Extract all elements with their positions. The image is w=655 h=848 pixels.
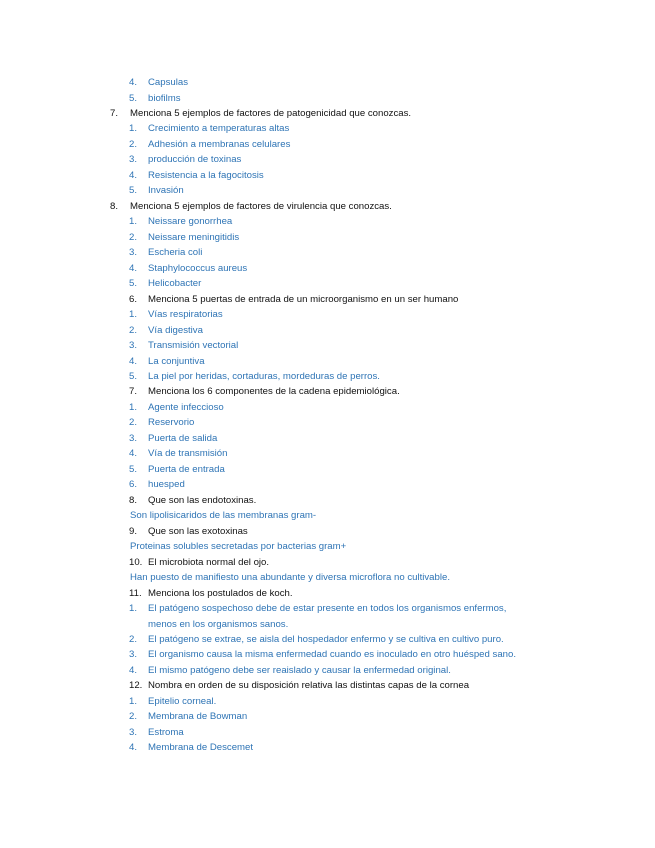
list-number: 6.: [129, 293, 138, 305]
list-number: 8.: [110, 200, 119, 212]
list-number: 1.: [129, 216, 138, 228]
answer-text: huesped: [148, 479, 185, 491]
answer-text: Invasión: [148, 185, 184, 197]
answer-text: La piel por heridas, cortaduras, mordeduras de perros.: [148, 370, 380, 382]
answer-text: El mismo patógeno debe ser reaislado y causar la enfermedad original.: [148, 664, 451, 676]
list-number: 3.: [129, 432, 138, 444]
list-number: 4.: [129, 664, 138, 676]
list-number: 6.: [129, 479, 138, 491]
answer-text: Vía de transmisión: [148, 448, 228, 460]
answer-text: menos en los organismos sanos.: [148, 618, 289, 630]
list-number: 5.: [129, 278, 138, 290]
list-number: 4.: [129, 742, 138, 754]
answer-text: Capsulas: [148, 77, 188, 88]
answer-text: Resistencia a la fagocitosis: [148, 169, 264, 181]
answer-text: Escheria coli: [148, 247, 203, 259]
question-text: Menciona 5 ejemplos de factores de virulencia que conozcas.: [130, 200, 392, 212]
answer-text: Neissare gonorrhea: [148, 216, 233, 228]
list-number: 4.: [129, 355, 138, 367]
answer-text: Estroma: [148, 726, 184, 738]
list-number: 3.: [129, 247, 138, 259]
answer-text: Proteinas solubles secretadas por bacterias gram+: [130, 541, 347, 553]
list-number: 9.: [129, 525, 138, 537]
list-number: 4.: [129, 448, 138, 460]
answer-text: Transmisión vectorial: [148, 340, 239, 351]
answer-text: El patógeno se extrae, se aisla del hospedador enfermo y se cultiva en cultivo puro.: [148, 633, 504, 645]
answer-text: Membrana de Descemet: [148, 742, 254, 754]
list-number: 2.: [129, 711, 138, 723]
question-text: Menciona 5 ejemplos de factores de patogenicidad que conozcas.: [130, 107, 412, 119]
question-text: Nombra en orden de su disposición relativa las distintas capas de la cornea: [148, 680, 470, 692]
list-number: 1.: [129, 309, 138, 321]
list-number: 4.: [129, 169, 138, 181]
list-number: 3.: [129, 649, 138, 661]
question-text: El microbiota normal del ojo.: [148, 556, 270, 568]
answer-text: Neissare meningitidis: [148, 231, 240, 243]
list-number: 12.: [129, 680, 143, 692]
list-number: 2.: [129, 633, 138, 645]
list-number: 7.: [110, 107, 119, 119]
question-text: Menciona los postulados de koch.: [148, 587, 293, 599]
answer-text: Adhesión a membranas celulares: [148, 138, 291, 150]
list-number: 5.: [129, 185, 138, 197]
list-number: 7.: [129, 386, 138, 398]
answer-text: El organismo causa la misma enfermedad cuando es inoculado en otro huésped sano.: [148, 649, 516, 661]
list-number: 2.: [129, 138, 138, 150]
answer-text: Membrana de Bowman: [148, 711, 248, 723]
answer-text: Puerta de salida: [148, 432, 218, 444]
question-text: Que son las endotoxinas.: [148, 494, 257, 506]
list-number: 1.: [129, 603, 138, 614]
list-number: 3.: [129, 154, 138, 166]
answer-text: Reservorio: [148, 417, 195, 429]
list-number: 2.: [129, 324, 138, 336]
answer-text: Agente infeccioso: [148, 401, 224, 413]
answer-text: La conjuntiva: [148, 355, 205, 367]
answer-text: Puerta de entrada: [148, 463, 225, 475]
list-number: 5.: [129, 463, 138, 475]
answer-text: El patógeno sospechoso debe de estar presente en todos los organismos enfermos,: [148, 603, 507, 614]
answer-text: Vías respiratorias: [148, 309, 223, 321]
list-number: 2.: [129, 417, 138, 429]
list-number: 5.: [129, 370, 138, 382]
list-number: 1.: [129, 401, 138, 413]
list-number: 3.: [129, 340, 138, 351]
list-number: 4.: [129, 77, 138, 88]
question-text: Menciona 5 puertas de entrada de un microorganismo en un ser humano: [148, 293, 459, 305]
question-text: Menciona los 6 componentes de la cadena epidemiológica.: [148, 386, 400, 398]
list-number: 10.: [129, 556, 143, 568]
answer-text: Han puesto de manifiesto una abundante y diversa microflora no cultivable.: [130, 572, 450, 583]
list-number: 8.: [129, 494, 138, 506]
answer-text: Crecimiento a temperaturas altas: [148, 123, 290, 135]
answer-text: Epitelio corneal.: [148, 695, 217, 707]
answer-text: Helicobacter: [148, 278, 202, 290]
list-number: 11.: [129, 587, 142, 599]
answer-text: Vía digestiva: [148, 324, 203, 336]
list-number: 1.: [129, 695, 138, 707]
answer-text: Son lipolisicaridos de las membranas gram-: [130, 510, 317, 522]
list-number: 2.: [129, 231, 138, 243]
list-number: 5.: [129, 92, 138, 104]
answer-text: producción de toxinas: [148, 154, 242, 166]
answer-text: Staphylococcus aureus: [148, 262, 248, 274]
list-number: 4.: [129, 262, 138, 274]
list-number: 3.: [129, 726, 138, 738]
list-number: 1.: [129, 123, 138, 135]
question-text: Que son las exotoxinas: [148, 525, 248, 537]
answer-text: biofilms: [148, 92, 181, 104]
